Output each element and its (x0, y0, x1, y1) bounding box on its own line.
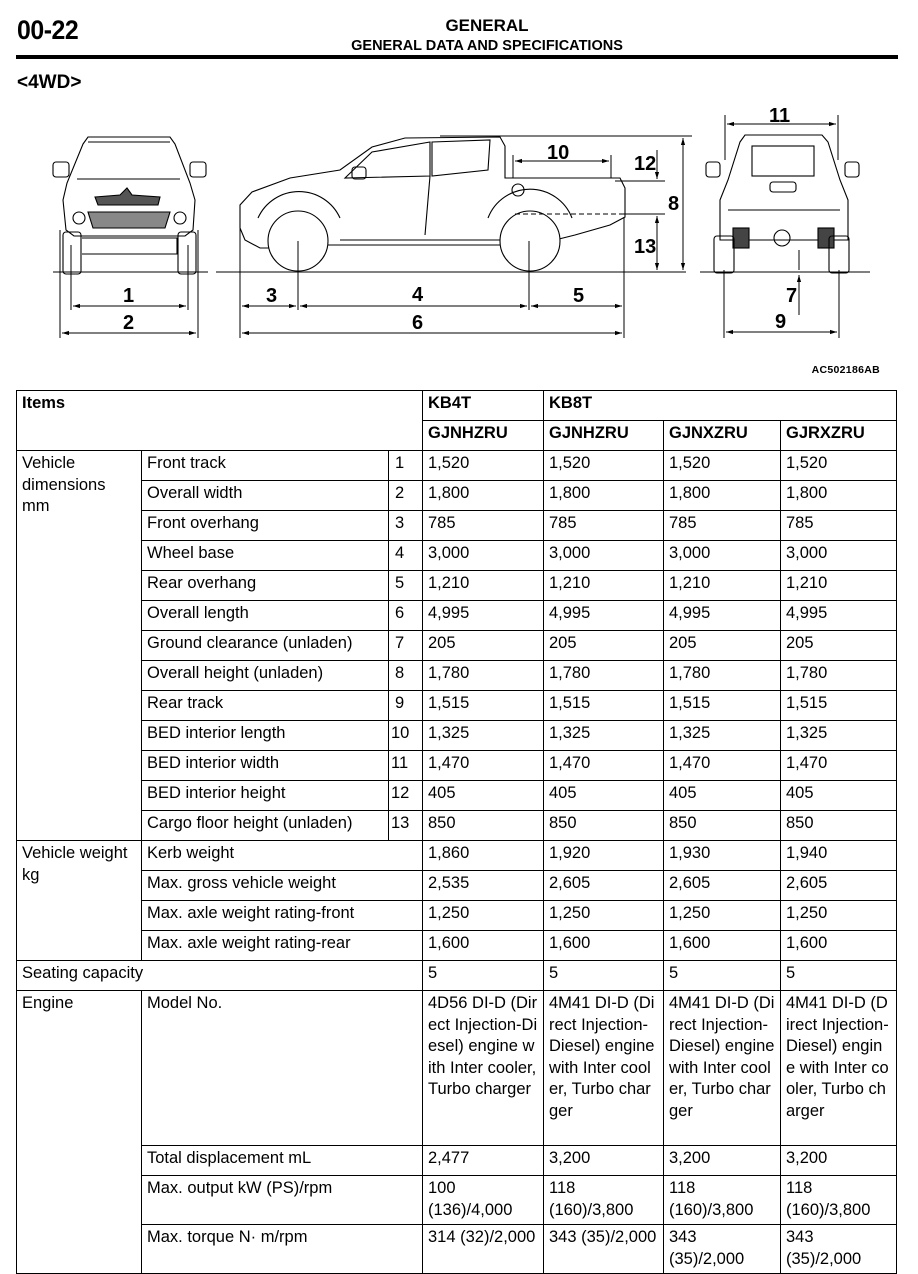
value-cell: 850 (664, 811, 781, 841)
page-subtitle: GENERAL DATA AND SPECIFICATIONS (351, 38, 623, 54)
value-cell: 405 (423, 781, 544, 811)
page-title: GENERAL (445, 16, 529, 35)
vehicle-dimension-diagram (0, 95, 918, 385)
item-label: Rear track (142, 691, 389, 721)
header-rule (16, 55, 898, 59)
value-cell: 1,470 (544, 751, 664, 781)
item-number: 11 (389, 751, 423, 781)
table-row (17, 541, 897, 571)
value-cell: 3,000 (781, 541, 897, 571)
item-label: Max. gross vehicle weight (142, 871, 423, 901)
item-number: 6 (389, 601, 423, 631)
item-label: Overall width (142, 481, 389, 511)
table-row (17, 481, 897, 511)
value-cell: 1,780 (544, 661, 664, 691)
dim-label-3: 3 (266, 285, 278, 307)
group-label-dimensions: Vehicle dimensions mm (17, 451, 142, 841)
figure-code: AC502186AB (811, 364, 880, 376)
group-label-engine: Engine (17, 991, 142, 1274)
dim-label-6: 6 (412, 312, 424, 334)
value-cell: 850 (781, 811, 897, 841)
value-cell: 100 (136)/4,000 (423, 1176, 544, 1225)
value-cell: 2,605 (664, 871, 781, 901)
item-number: 7 (389, 631, 423, 661)
value-cell: 4,995 (781, 601, 897, 631)
value-cell: 314 (32)/2,000 (423, 1225, 544, 1274)
value-cell: 205 (664, 631, 781, 661)
item-label: Max. torque N· m/rpm (142, 1225, 423, 1274)
value-cell: 1,520 (664, 451, 781, 481)
table-row (17, 631, 897, 661)
value-cell: 4,995 (664, 601, 781, 631)
item-number: 9 (389, 691, 423, 721)
value-cell: 1,780 (423, 661, 544, 691)
value-cell: 4,995 (423, 601, 544, 631)
value-cell: 5 (781, 961, 897, 991)
table-row (17, 1225, 897, 1274)
item-number: 13 (389, 811, 423, 841)
table-row (17, 1176, 897, 1225)
model-group-kb8t: KB8T (544, 391, 897, 421)
front-view-truck-icon (53, 137, 208, 274)
value-cell: 1,250 (664, 901, 781, 931)
value-cell: 343 (35)/2,000 (544, 1225, 664, 1274)
value-cell: 4M41 DI-D (Direct Injection-Diesel) engine with Inter cooler, Turbo charger (664, 991, 781, 1146)
value-cell: 1,780 (781, 661, 897, 691)
value-cell: 2,605 (781, 871, 897, 901)
dim-label-11: 11 (769, 105, 791, 127)
table-row (17, 601, 897, 631)
value-cell: 1,600 (423, 931, 544, 961)
value-cell: 4M41 DI-D (Direct Injection-Diesel) engine with Inter cooler, Turbo charger (781, 991, 897, 1146)
value-cell: 205 (781, 631, 897, 661)
item-label: Kerb weight (142, 841, 423, 871)
table-row (17, 871, 897, 901)
value-cell: 4,995 (544, 601, 664, 631)
item-label: Max. output kW (PS)/rpm (142, 1176, 423, 1225)
item-label: BED interior height (142, 781, 389, 811)
table-row (17, 661, 897, 691)
dim-label-9: 9 (775, 311, 787, 333)
dim-label-2: 2 (123, 312, 135, 334)
dim-label-10: 10 (547, 142, 570, 164)
value-cell: 343 (35)/2,000 (781, 1225, 897, 1274)
value-cell: 1,940 (781, 841, 897, 871)
item-number: 2 (389, 481, 423, 511)
dim-label-7: 7 (786, 285, 798, 307)
value-cell: 1,600 (544, 931, 664, 961)
value-cell: 850 (423, 811, 544, 841)
value-cell: 3,000 (423, 541, 544, 571)
model-code: GJNXZRU (664, 421, 781, 451)
item-label: Overall height (unladen) (142, 661, 389, 691)
items-header: Items (17, 391, 423, 451)
dim-label-4: 4 (412, 284, 424, 306)
table-row (17, 991, 897, 1146)
value-cell: 1,800 (664, 481, 781, 511)
item-number: 12 (389, 781, 423, 811)
value-cell: 1,520 (544, 451, 664, 481)
model-group-kb4t: KB4T (423, 391, 544, 421)
value-cell: 1,515 (664, 691, 781, 721)
value-cell: 1,325 (544, 721, 664, 751)
item-label: Rear overhang (142, 571, 389, 601)
value-cell: 1,800 (544, 481, 664, 511)
item-number: 1 (389, 451, 423, 481)
specifications-table (16, 390, 897, 1274)
table-row (17, 721, 897, 751)
dim-label-13: 13 (634, 236, 657, 258)
value-cell: 118 (160)/3,800 (781, 1176, 897, 1225)
table-row (17, 751, 897, 781)
value-cell: 3,000 (664, 541, 781, 571)
value-cell: 785 (544, 511, 664, 541)
table-row (17, 841, 897, 871)
value-cell: 1,800 (781, 481, 897, 511)
item-number: 3 (389, 511, 423, 541)
page-number: 00-22 (17, 15, 79, 45)
value-cell: 1,325 (423, 721, 544, 751)
value-cell: 3,000 (544, 541, 664, 571)
value-cell: 1,325 (781, 721, 897, 751)
value-cell: 405 (544, 781, 664, 811)
value-cell: 785 (781, 511, 897, 541)
item-label: Max. axle weight rating-front (142, 901, 423, 931)
value-cell: 1,600 (781, 931, 897, 961)
table-row (17, 931, 897, 961)
section-tag: <4WD> (17, 72, 82, 93)
value-cell: 1,210 (544, 571, 664, 601)
model-code: GJRXZRU (781, 421, 897, 451)
value-cell: 118 (160)/3,800 (664, 1176, 781, 1225)
value-cell: 1,600 (664, 931, 781, 961)
value-cell: 1,210 (781, 571, 897, 601)
model-code: GJNHZRU (423, 421, 544, 451)
value-cell: 2,477 (423, 1146, 544, 1176)
value-cell: 5 (664, 961, 781, 991)
dim-label-5: 5 (573, 285, 585, 307)
value-cell: 1,515 (544, 691, 664, 721)
value-cell: 4D56 DI-D (Direct Injection-Diesel) engine with Inter cooler, Turbo charger (423, 991, 544, 1146)
table-row (17, 1146, 897, 1176)
item-label: Front overhang (142, 511, 389, 541)
value-cell: 1,210 (664, 571, 781, 601)
value-cell: 1,210 (423, 571, 544, 601)
item-label: Total displacement mL (142, 1146, 423, 1176)
value-cell: 343 (35)/2,000 (664, 1225, 781, 1274)
item-label: Max. axle weight rating-rear (142, 931, 423, 961)
value-cell: 5 (544, 961, 664, 991)
item-label: Cargo floor height (unladen) (142, 811, 389, 841)
value-cell: 1,325 (664, 721, 781, 751)
value-cell: 1,860 (423, 841, 544, 871)
dim-label-12: 12 (634, 153, 657, 175)
group-label-seating: Seating capacity (17, 961, 423, 991)
value-cell: 2,605 (544, 871, 664, 901)
item-number: 8 (389, 661, 423, 691)
value-cell: 2,535 (423, 871, 544, 901)
value-cell: 4M41 DI-D (Direct Injection-Diesel) engine with Inter cooler, Turbo charger (544, 991, 664, 1146)
value-cell: 1,780 (664, 661, 781, 691)
value-cell: 1,800 (423, 481, 544, 511)
value-cell: 1,520 (423, 451, 544, 481)
table-row (17, 451, 897, 481)
value-cell: 205 (544, 631, 664, 661)
value-cell: 1,250 (544, 901, 664, 931)
value-cell: 785 (423, 511, 544, 541)
value-cell: 1,470 (664, 751, 781, 781)
table-row (17, 961, 897, 991)
table-row (17, 691, 897, 721)
value-cell: 1,470 (781, 751, 897, 781)
item-label: Model No. (142, 991, 423, 1146)
value-cell: 118 (160)/3,800 (544, 1176, 664, 1225)
table-row (17, 511, 897, 541)
dim-label-8: 8 (668, 193, 680, 215)
value-cell: 1,515 (781, 691, 897, 721)
value-cell: 850 (544, 811, 664, 841)
item-label: Wheel base (142, 541, 389, 571)
value-cell: 1,930 (664, 841, 781, 871)
item-label: Front track (142, 451, 389, 481)
value-cell: 3,200 (664, 1146, 781, 1176)
table-row (17, 811, 897, 841)
value-cell: 785 (664, 511, 781, 541)
value-cell: 1,920 (544, 841, 664, 871)
value-cell: 405 (781, 781, 897, 811)
side-view-truck-icon (216, 137, 686, 272)
item-number: 10 (389, 721, 423, 751)
value-cell: 1,470 (423, 751, 544, 781)
item-label: Ground clearance (unladen) (142, 631, 389, 661)
value-cell: 205 (423, 631, 544, 661)
item-number: 4 (389, 541, 423, 571)
group-label-weight: Vehicle weight kg (17, 841, 142, 961)
value-cell: 1,520 (781, 451, 897, 481)
table-row (17, 781, 897, 811)
item-label: Overall length (142, 601, 389, 631)
value-cell: 3,200 (544, 1146, 664, 1176)
value-cell: 405 (664, 781, 781, 811)
table-row (17, 901, 897, 931)
item-label: BED interior length (142, 721, 389, 751)
dim-label-1: 1 (123, 285, 135, 307)
value-cell: 1,250 (423, 901, 544, 931)
table-row (17, 571, 897, 601)
value-cell: 1,250 (781, 901, 897, 931)
value-cell: 3,200 (781, 1146, 897, 1176)
header-row-model (17, 391, 897, 421)
item-label: BED interior width (142, 751, 389, 781)
model-code: GJNHZRU (544, 421, 664, 451)
item-number: 5 (389, 571, 423, 601)
value-cell: 1,515 (423, 691, 544, 721)
value-cell: 5 (423, 961, 544, 991)
